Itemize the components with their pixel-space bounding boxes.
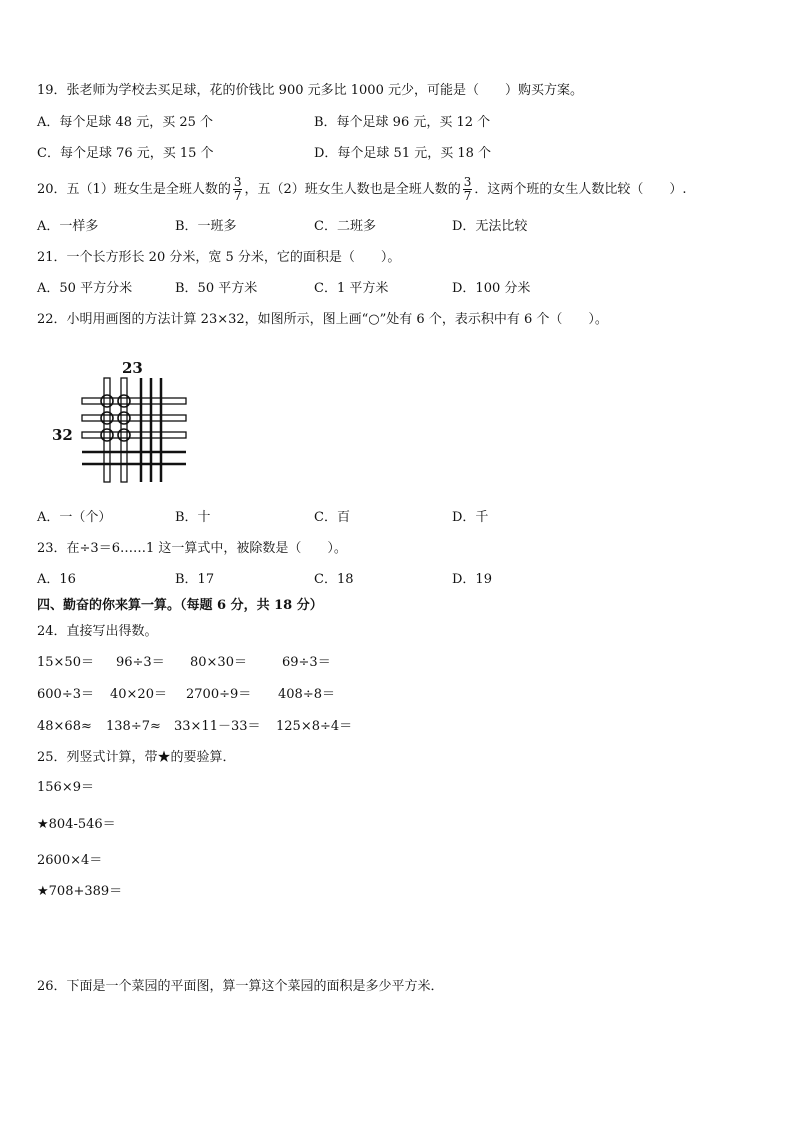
- multiplication-grid-figure: [52, 356, 192, 486]
- intersection-circle: [118, 429, 130, 441]
- intersection-circle: [118, 412, 130, 424]
- vertical-calc-item: 156×9＝: [37, 780, 94, 795]
- intersection-circle: [101, 395, 113, 407]
- fraction: [233, 176, 243, 203]
- horizontal-line: [82, 415, 186, 421]
- q20-option-d: D．无法比较: [452, 219, 528, 234]
- q20-stem: [37, 175, 687, 205]
- calc-item: 2700÷9＝: [186, 687, 252, 702]
- q22-stem: 22．小明用画图的方法计算 23×32，如图所示，图上画“○”处有 6 个，表示积中有 6 个（ ）。: [37, 312, 608, 327]
- fraction: [463, 176, 473, 203]
- q21-stem: 21．一个长方形长 20 分米，宽 5 分米，它的面积是（ ）。: [37, 250, 401, 265]
- q24-stem: 24．直接写出得数。: [37, 624, 158, 639]
- calc-item: 40×20＝: [110, 687, 167, 702]
- q19-option-b: B．每个足球 96 元，买 12 个: [314, 115, 491, 130]
- vertical-calc-item: 2600×4＝: [37, 853, 103, 868]
- q20-option-a: A．一样多: [37, 219, 99, 234]
- intersection-circle: [118, 395, 130, 407]
- q22-option-a: A．一（个）: [37, 510, 112, 525]
- vertical-calc-item: ★804-546＝: [37, 817, 116, 832]
- calc-item: 48×68≈: [37, 719, 92, 734]
- q23-option-d: D．19: [452, 572, 492, 587]
- q26-stem: 26．下面是一个菜园的平面图，算一算这个菜园的面积是多少平方米．: [37, 979, 444, 994]
- q21-option-c: C．1 平方米: [314, 281, 389, 296]
- calc-item: 125×8÷4＝: [276, 719, 353, 734]
- figure-label-top: 23: [122, 359, 143, 377]
- calc-item: 600÷3＝: [37, 687, 94, 702]
- q20-part3: ．这两个班的女生人数比较（ ）.: [474, 182, 687, 197]
- q22-option-b: B．十: [175, 510, 211, 525]
- calc-item: 15×50＝: [37, 655, 94, 670]
- fraction-denominator: 7: [463, 189, 472, 203]
- fraction-denominator: 7: [233, 189, 242, 203]
- calc-item: 96÷3＝: [116, 655, 165, 670]
- q19-option-d: D．每个足球 51 元，买 18 个: [314, 146, 492, 161]
- q25-stem: 25．列竖式计算，带★的要验算．: [37, 750, 236, 765]
- figure-label-left: 32: [52, 426, 73, 444]
- q22-option-c: C．百: [314, 510, 350, 525]
- calc-item: 69÷3＝: [282, 655, 331, 670]
- horizontal-line: [82, 398, 186, 404]
- intersection-circle: [101, 412, 113, 424]
- section-title: 四、勤奋的你来算一算。（每题 6 分，共 18 分）: [37, 598, 323, 613]
- q20-option-c: C．二班多: [314, 219, 376, 234]
- q19-option-a: A．每个足球 48 元，买 25 个: [37, 115, 214, 130]
- q21-option-a: A．50 平方分米: [37, 281, 133, 296]
- horizontal-line: [82, 432, 186, 438]
- q22-option-d: D．千: [452, 510, 489, 525]
- q23-option-a: A．16: [37, 572, 76, 587]
- vertical-calc-item: ★708+389＝: [37, 884, 123, 899]
- q23-option-c: C．18: [314, 572, 354, 587]
- grid-lines: [82, 378, 186, 482]
- calc-item: 408÷8＝: [278, 687, 335, 702]
- q20-option-b: B．一班多: [175, 219, 237, 234]
- fraction-numerator: 3: [233, 175, 242, 189]
- calc-item: 33×11－33＝: [174, 719, 261, 734]
- fraction-numerator: 3: [463, 175, 472, 189]
- q20-part2: ，五（2）班女生人数也是全班人数的: [244, 182, 461, 197]
- q19-stem: 19．张老师为学校去买足球，花的价钱比 900 元多比 1000 元少，可能是（ ）购买方案。: [37, 83, 583, 98]
- intersection-circle: [101, 429, 113, 441]
- calc-item: 138÷7≈: [106, 719, 161, 734]
- q21-option-b: B．50 平方米: [175, 281, 258, 296]
- q20-part1: 20．五（1）班女生是全班人数的: [37, 182, 231, 197]
- q23-stem: 23．在÷3＝6……1 这一算式中，被除数是（ ）。: [37, 541, 347, 556]
- q19-option-c: C．每个足球 76 元，买 15 个: [37, 146, 214, 161]
- calc-item: 80×30＝: [190, 655, 247, 670]
- q21-option-d: D．100 分米: [452, 281, 531, 296]
- q23-option-b: B．17: [175, 572, 215, 587]
